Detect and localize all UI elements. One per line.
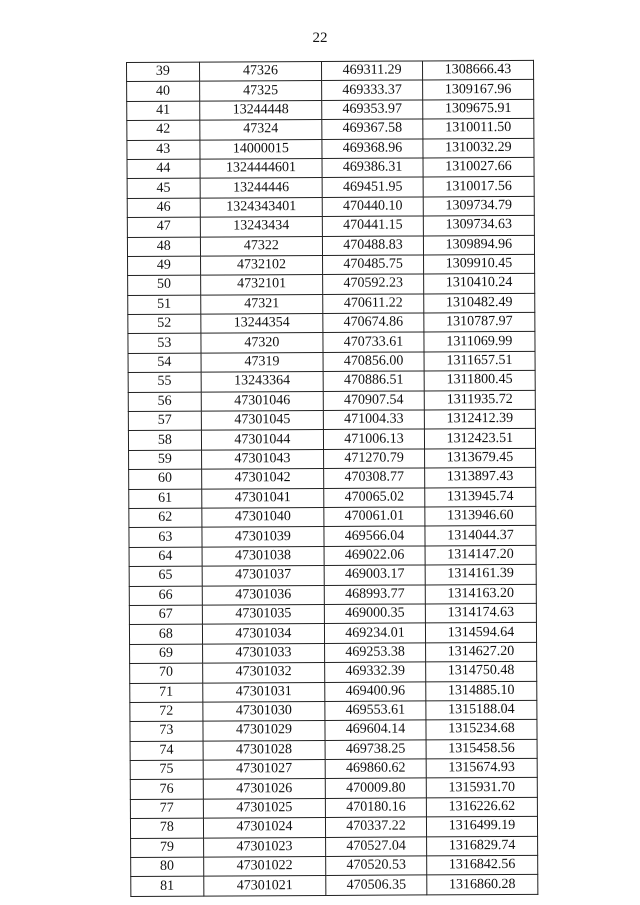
table-row <box>128 332 535 354</box>
coord-x-cell: 469333.37 <box>322 80 423 100</box>
point-id-cell: 47301032 <box>202 663 325 683</box>
coord-x-cell: 469368.96 <box>322 139 423 159</box>
coord-x-cell: 470061.01 <box>324 507 425 527</box>
coord-y-cell: 1316829.74 <box>426 836 537 856</box>
table-row <box>130 642 537 664</box>
point-id-cell: 4732102 <box>200 255 323 275</box>
table-row <box>130 758 537 780</box>
coord-x-cell: 470592.23 <box>323 274 424 294</box>
table-row <box>131 855 538 877</box>
coord-y-cell: 1309675.91 <box>423 99 534 119</box>
table-row <box>128 274 535 296</box>
coord-x-cell: 470506.35 <box>326 875 427 895</box>
coord-y-cell: 1311069.99 <box>424 332 535 352</box>
coord-y-cell: 1316226.62 <box>426 797 537 817</box>
coord-x-cell: 470441.15 <box>322 216 423 236</box>
point-id-cell: 47319 <box>201 352 324 372</box>
row-number-cell: 43 <box>127 140 200 160</box>
coord-x-cell: 469738.25 <box>325 740 426 760</box>
coord-y-cell: 1315674.93 <box>426 758 537 778</box>
point-id-cell: 47301035 <box>202 604 325 624</box>
row-number-cell: 59 <box>129 450 202 470</box>
table-row <box>130 739 537 761</box>
coord-y-cell: 1311800.45 <box>424 371 535 391</box>
coord-x-cell: 470065.02 <box>324 488 425 508</box>
coord-x-cell: 469003.17 <box>324 565 425 585</box>
coord-y-cell: 1314750.48 <box>426 661 537 681</box>
table-row <box>130 817 537 839</box>
coord-y-cell: 1312412.39 <box>424 409 535 429</box>
row-number-cell: 60 <box>129 469 202 489</box>
table-row <box>129 603 536 625</box>
row-number-cell: 67 <box>129 605 202 625</box>
coord-y-cell: 1314163.20 <box>425 584 536 604</box>
table-row <box>131 875 538 897</box>
coord-y-cell: 1315931.70 <box>426 778 537 798</box>
table-row <box>128 371 535 393</box>
point-id-cell: 47301043 <box>201 449 324 469</box>
coord-y-cell: 1314174.63 <box>425 603 536 623</box>
point-id-cell: 47301042 <box>201 469 324 489</box>
point-id-cell: 47326 <box>199 61 322 81</box>
row-number-cell: 42 <box>127 120 200 140</box>
coord-y-cell: 1308666.43 <box>422 60 533 80</box>
table-row <box>127 157 534 179</box>
coord-x-cell: 470488.83 <box>323 235 424 255</box>
table-row <box>128 390 535 412</box>
table-row <box>130 720 537 742</box>
row-number-cell: 75 <box>130 760 203 780</box>
row-number-cell: 39 <box>127 62 200 82</box>
coord-x-cell: 471004.33 <box>323 410 424 430</box>
row-number-cell: 81 <box>131 877 204 897</box>
row-number-cell: 66 <box>129 586 202 606</box>
table-row <box>129 487 536 509</box>
coord-y-cell: 1316860.28 <box>427 875 538 895</box>
coord-x-cell: 471006.13 <box>324 429 425 449</box>
point-id-cell: 47301023 <box>203 837 326 857</box>
table-row <box>130 661 537 683</box>
coord-x-cell: 469400.96 <box>325 681 426 701</box>
point-id-cell: 47301021 <box>203 876 326 896</box>
table-row <box>129 584 536 606</box>
table-row <box>127 138 534 160</box>
coord-x-cell: 469604.14 <box>325 720 426 740</box>
coord-y-cell: 1309167.96 <box>422 80 533 100</box>
coord-y-cell: 1310482.49 <box>424 293 535 313</box>
point-id-cell: 47325 <box>199 81 322 101</box>
table-row <box>130 681 537 703</box>
coord-x-cell: 469553.61 <box>325 701 426 721</box>
table-row <box>129 545 536 567</box>
point-id-cell: 47321 <box>200 294 323 314</box>
coord-x-cell: 469253.38 <box>325 643 426 663</box>
point-id-cell: 47301026 <box>203 779 326 799</box>
table-row <box>130 797 537 819</box>
table-row <box>129 506 536 528</box>
coord-x-cell: 470527.04 <box>326 837 427 857</box>
coord-y-cell: 1312423.51 <box>424 429 535 449</box>
row-number-cell: 68 <box>129 624 202 644</box>
coord-y-cell: 1314627.20 <box>425 642 536 662</box>
point-id-cell: 47301046 <box>201 391 324 411</box>
row-number-cell: 76 <box>130 780 203 800</box>
row-number-cell: 49 <box>128 256 201 276</box>
coord-x-cell: 470674.86 <box>323 313 424 333</box>
coord-y-cell: 1314044.37 <box>425 526 536 546</box>
table-row <box>128 351 535 373</box>
point-id-cell: 13244446 <box>200 178 323 198</box>
coord-x-cell: 469386.31 <box>322 158 423 178</box>
row-number-cell: 58 <box>128 431 201 451</box>
coordinate-table-body <box>127 60 538 896</box>
row-number-cell: 40 <box>127 82 200 102</box>
point-id-cell: 47301030 <box>203 701 326 721</box>
coord-y-cell: 1310011.50 <box>423 119 534 139</box>
coord-x-cell: 470611.22 <box>323 294 424 314</box>
point-id-cell: 47301039 <box>202 527 325 547</box>
row-number-cell: 61 <box>129 489 202 509</box>
coord-y-cell: 1314594.64 <box>425 623 536 643</box>
row-number-cell: 65 <box>129 566 202 586</box>
coord-x-cell: 470907.54 <box>323 391 424 411</box>
table-row <box>130 700 537 722</box>
table-row <box>128 409 535 431</box>
coord-y-cell: 1310027.66 <box>423 157 534 177</box>
coord-y-cell: 1316842.56 <box>427 855 538 875</box>
coord-y-cell: 1309894.96 <box>423 235 534 255</box>
point-id-cell: 47301028 <box>203 740 326 760</box>
point-id-cell: 47301025 <box>203 798 326 818</box>
table-row <box>129 468 536 490</box>
coord-y-cell: 1310787.97 <box>424 312 535 332</box>
coord-y-cell: 1314885.10 <box>426 681 537 701</box>
point-id-cell: 47301038 <box>202 546 325 566</box>
coord-x-cell: 470308.77 <box>324 468 425 488</box>
table-row <box>130 778 537 800</box>
point-id-cell: 47301034 <box>202 624 325 644</box>
row-number-cell: 69 <box>130 644 203 664</box>
coord-y-cell: 1315458.56 <box>426 739 537 759</box>
table-row <box>131 836 538 858</box>
table-row <box>128 312 535 334</box>
row-number-cell: 77 <box>130 799 203 819</box>
row-number-cell: 46 <box>127 198 200 218</box>
coord-y-cell: 1314161.39 <box>425 565 536 585</box>
coord-x-cell: 470440.10 <box>322 197 423 217</box>
coord-x-cell: 470856.00 <box>323 352 424 372</box>
coord-x-cell: 471270.79 <box>324 449 425 469</box>
coord-x-cell: 469451.95 <box>322 177 423 197</box>
coord-y-cell: 1315234.68 <box>426 720 537 740</box>
row-number-cell: 57 <box>128 411 201 431</box>
point-id-cell: 47301033 <box>202 643 325 663</box>
table-row <box>127 215 534 237</box>
table-row <box>127 99 534 121</box>
row-number-cell: 78 <box>130 818 203 838</box>
point-id-cell: 47301036 <box>202 585 325 605</box>
coord-y-cell: 1310017.56 <box>423 177 534 197</box>
table-row <box>128 293 535 315</box>
row-number-cell: 44 <box>127 159 200 179</box>
coord-y-cell: 1310410.24 <box>423 274 534 294</box>
point-id-cell: 47301044 <box>201 430 324 450</box>
point-id-cell: 47301029 <box>203 721 326 741</box>
row-number-cell: 52 <box>128 314 201 334</box>
coord-x-cell: 470520.53 <box>326 856 427 876</box>
point-id-cell: 13243364 <box>201 372 324 392</box>
point-id-cell: 47324 <box>199 120 322 140</box>
row-number-cell: 73 <box>130 721 203 741</box>
row-number-cell: 70 <box>130 663 203 683</box>
table-row <box>129 526 536 548</box>
page-number: 22 <box>312 30 328 46</box>
table-row <box>128 429 535 451</box>
point-id-cell: 13244448 <box>199 100 322 120</box>
point-id-cell: 47301031 <box>202 682 325 702</box>
row-number-cell: 47 <box>127 217 200 237</box>
row-number-cell: 63 <box>129 527 202 547</box>
row-number-cell: 72 <box>130 702 203 722</box>
point-id-cell: 47322 <box>200 236 323 256</box>
table-row <box>129 448 536 470</box>
coord-y-cell: 1313897.43 <box>425 468 536 488</box>
table-row <box>127 119 534 141</box>
point-id-cell: 13244354 <box>200 314 323 334</box>
row-number-cell: 41 <box>127 101 200 121</box>
coord-x-cell: 468993.77 <box>324 584 425 604</box>
coord-y-cell: 1316499.19 <box>426 817 537 837</box>
table-row <box>129 623 536 645</box>
table-row <box>129 565 536 587</box>
point-id-cell: 47301022 <box>203 856 326 876</box>
row-number-cell: 80 <box>131 857 204 877</box>
point-id-cell: 47301024 <box>203 818 326 838</box>
row-number-cell: 56 <box>128 392 201 412</box>
row-number-cell: 71 <box>130 683 203 703</box>
coord-y-cell: 1313945.74 <box>425 487 536 507</box>
table-row <box>127 80 534 102</box>
point-id-cell: 1324343401 <box>200 197 323 217</box>
row-number-cell: 64 <box>129 547 202 567</box>
row-number-cell: 50 <box>128 275 201 295</box>
coord-y-cell: 1315188.04 <box>426 700 537 720</box>
point-id-cell: 47301040 <box>202 507 325 527</box>
coord-x-cell: 469353.97 <box>322 100 423 120</box>
coord-x-cell: 470485.75 <box>323 255 424 275</box>
coord-y-cell: 1309734.79 <box>423 196 534 216</box>
coord-x-cell: 470337.22 <box>326 817 427 837</box>
point-id-cell: 47301037 <box>202 566 325 586</box>
row-number-cell: 55 <box>128 372 201 392</box>
coord-x-cell: 469860.62 <box>325 759 426 779</box>
coord-x-cell: 469234.01 <box>325 623 426 643</box>
point-id-cell: 1324444601 <box>200 158 323 178</box>
row-number-cell: 51 <box>128 295 201 315</box>
coord-x-cell: 470886.51 <box>323 371 424 391</box>
coord-x-cell: 470009.80 <box>325 778 426 798</box>
coord-x-cell: 469566.04 <box>324 526 425 546</box>
row-number-cell: 62 <box>129 508 202 528</box>
coord-x-cell: 470733.61 <box>323 332 424 352</box>
table-row <box>127 196 534 218</box>
row-number-cell: 79 <box>131 838 204 858</box>
coord-x-cell: 470180.16 <box>326 798 427 818</box>
coord-x-cell: 469332.39 <box>325 662 426 682</box>
point-id-cell: 4732101 <box>200 275 323 295</box>
row-number-cell: 53 <box>128 334 201 354</box>
point-id-cell: 13243434 <box>200 217 323 237</box>
coord-y-cell: 1309734.63 <box>423 215 534 235</box>
coord-y-cell: 1309910.45 <box>423 254 534 274</box>
table-row <box>127 235 534 257</box>
coord-y-cell: 1311657.51 <box>424 351 535 371</box>
table-row <box>128 254 535 276</box>
coord-x-cell: 469000.35 <box>325 604 426 624</box>
coord-y-cell: 1314147.20 <box>425 545 536 565</box>
coordinate-table <box>126 60 538 897</box>
point-id-cell: 47301045 <box>201 411 324 431</box>
row-number-cell: 54 <box>128 353 201 373</box>
point-id-cell: 47301027 <box>203 760 326 780</box>
row-number-cell: 48 <box>127 237 200 257</box>
coord-y-cell: 1310032.29 <box>423 138 534 158</box>
coord-x-cell: 469311.29 <box>322 61 423 81</box>
row-number-cell: 74 <box>130 741 203 761</box>
coord-x-cell: 469022.06 <box>324 546 425 566</box>
coord-x-cell: 469367.58 <box>322 119 423 139</box>
row-number-cell: 45 <box>127 178 200 198</box>
point-id-cell: 14000015 <box>200 139 323 159</box>
table-row <box>127 60 534 82</box>
coord-y-cell: 1313946.60 <box>425 506 536 526</box>
point-id-cell: 47301041 <box>201 488 324 508</box>
table-row <box>127 177 534 199</box>
coord-y-cell: 1311935.72 <box>424 390 535 410</box>
coord-y-cell: 1313679.45 <box>424 448 535 468</box>
point-id-cell: 47320 <box>201 333 324 353</box>
